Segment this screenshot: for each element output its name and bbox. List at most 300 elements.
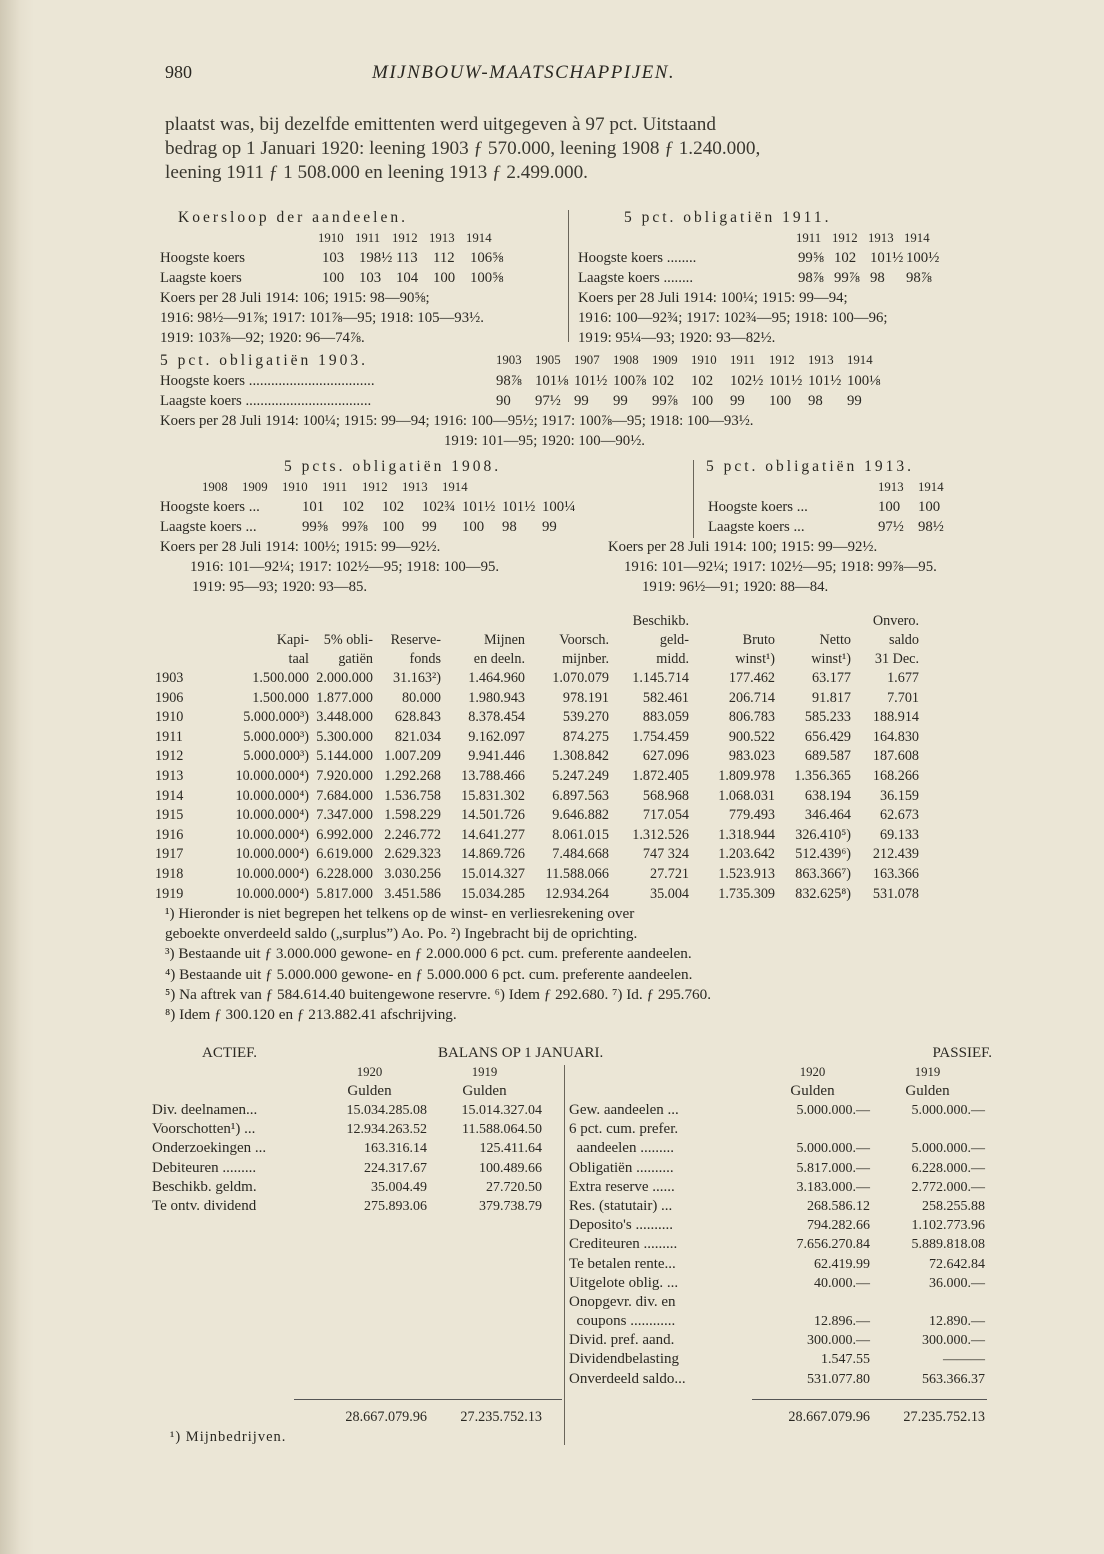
value-cell: 100⅝ — [470, 270, 504, 286]
value-cell: 379.738.79 — [479, 1198, 542, 1214]
balance-row — [152, 1120, 562, 1139]
value-cell: 2.772.000.— — [911, 1179, 985, 1195]
value-cell: 224.317.67 — [364, 1160, 427, 1176]
year-label: 1914 — [466, 231, 492, 245]
value-cell: 100 — [691, 393, 714, 409]
header-cell: mijnber. — [562, 651, 609, 667]
year-label: 1920 — [356, 1065, 383, 1079]
value-cell: 1.308.842 — [552, 748, 609, 765]
totals-row — [569, 1409, 992, 1426]
year-label: 1908 — [613, 353, 639, 367]
value-cell: 36.000.— — [929, 1275, 985, 1291]
balance-row — [569, 1139, 992, 1158]
value-cell: 5.000.000³) — [243, 709, 309, 726]
value-cell: 198½ — [359, 250, 393, 266]
header-cell: Beschikb. — [632, 613, 689, 629]
header-cell: Onvero. — [872, 613, 919, 629]
header-cell — [207, 612, 309, 631]
year-label: 1912 — [769, 353, 795, 367]
value-cell: 10.000.000⁴) — [235, 826, 309, 843]
value-cell — [870, 1293, 985, 1312]
balance-row — [152, 1159, 562, 1178]
header-cell: saldo — [889, 632, 919, 648]
header-cell: taal — [288, 651, 309, 667]
value-cell: 15.831.302 — [461, 787, 525, 804]
value-cell: 91.817 — [811, 689, 851, 706]
row-label: Onopgevr. div. en — [569, 1293, 676, 1310]
row-label: Hoogste koers ... — [708, 499, 808, 515]
value-cell: 102 — [691, 373, 714, 389]
footnote: geboekte onverdeeld saldo („surplus”) Ao. Po. ²) Ingebracht bij de oprichting. — [165, 925, 638, 943]
value-cell: 106⅝ — [470, 250, 504, 266]
balance-row — [569, 1101, 992, 1120]
value-cell: 103 — [322, 250, 345, 266]
table-row — [155, 826, 995, 846]
row-label: Deposito's .......... — [569, 1217, 673, 1234]
row-label: Te ontv. dividend — [152, 1197, 257, 1214]
table-row — [155, 767, 995, 787]
value-cell: 100½ — [906, 250, 940, 266]
table-row — [160, 248, 565, 268]
price-note: 1916: 98½—91⅞; 1917: 101⅞—95; 1918: 105—93½. — [160, 310, 484, 326]
value-cell: 268.586.12 — [807, 1198, 870, 1214]
value-cell: 7.656.270.84 — [796, 1237, 870, 1253]
table-row — [155, 845, 995, 865]
year-label: 1909 — [652, 353, 678, 367]
value-cell: 14.641.277 — [461, 826, 525, 843]
row-label: Res. (statutair) ... — [569, 1197, 673, 1214]
balance-row — [569, 1255, 992, 1274]
value-cell: 2.629.323 — [384, 846, 441, 863]
year-cell: 1903 — [155, 670, 184, 686]
header-cell: Netto — [819, 632, 851, 648]
value-cell: 97½ — [878, 519, 904, 535]
value-cell: 638.194 — [804, 787, 851, 804]
value-cell: 62.419.99 — [814, 1256, 870, 1272]
value-cell: 99 — [422, 519, 437, 535]
rule — [752, 1399, 987, 1400]
header-cell — [775, 612, 851, 631]
currency-label: Gulden — [347, 1083, 392, 1099]
value-cell: 7.684.000 — [316, 787, 373, 804]
value-cell: 14.869.726 — [461, 846, 525, 863]
table-row — [578, 268, 993, 288]
liabilities-column — [569, 1063, 992, 1389]
value-cell: 2.000.000 — [316, 670, 373, 686]
value-cell: 36.159 — [879, 787, 919, 804]
row-label: Laagste koers ... — [160, 519, 257, 535]
value-cell: 100⅞ — [613, 373, 647, 389]
year-label: 1911 — [796, 231, 822, 245]
value-cell: 15.014.327.04 — [461, 1103, 542, 1118]
price-note: 1916: 100—92¾; 1917: 102¾—95; 1918: 100—96; — [578, 310, 888, 326]
value-cell: 35.004.49 — [371, 1179, 427, 1195]
obl1908-title: 5 pcts. obligatiën 1908. — [284, 458, 502, 475]
rule — [294, 1399, 562, 1400]
value-cell: 98 — [808, 393, 823, 409]
table-row — [155, 787, 995, 807]
table-row — [155, 865, 995, 885]
price-note: Koers per 28 Juli 1914: 100½; 1915: 99—92½. — [160, 539, 441, 555]
balance-row — [569, 1293, 992, 1312]
value-cell: 99 — [730, 393, 745, 409]
row-label: Crediteuren ......... — [569, 1236, 678, 1253]
header-cell: midd. — [656, 651, 689, 667]
value-cell: 717.054 — [642, 807, 689, 824]
value-cell: 1.203.642 — [718, 846, 775, 863]
value-cell: 99 — [847, 393, 862, 409]
value-cell: 7.920.000 — [316, 767, 373, 784]
value-cell: 188.914 — [872, 709, 919, 726]
row-label: Laagste koers ... — [708, 519, 805, 535]
page-number: 980 — [165, 62, 192, 82]
value-cell: 72.642.84 — [929, 1256, 985, 1272]
year-label: 1909 — [242, 480, 268, 494]
balance-row — [569, 1235, 992, 1254]
intro-line: bedrag op 1 Januari 1920: leening 1903 ƒ 570.000, leening 1908 ƒ 1.240.000, — [165, 138, 761, 159]
value-cell: 112 — [433, 250, 455, 266]
value-cell: 863.366⁷) — [795, 865, 851, 882]
asset-list — [152, 1101, 562, 1216]
value-cell: 163.366 — [872, 865, 919, 882]
value-cell: 102½ — [730, 373, 764, 389]
liability-list — [569, 1101, 992, 1389]
year-cell: 1911 — [155, 728, 183, 745]
header-cell — [155, 612, 207, 631]
value-cell: 100 — [878, 499, 901, 515]
year-row — [152, 1063, 562, 1082]
value-cell: 27.720.50 — [486, 1179, 542, 1195]
value-cell: 628.843 — [394, 709, 441, 726]
balance-title-row — [152, 1043, 992, 1063]
table-row — [155, 708, 995, 728]
value-cell: 1.356.365 — [794, 767, 851, 784]
value-cell: 5.817.000 — [316, 885, 373, 902]
balance-row — [152, 1101, 562, 1120]
value-cell: 163.316.14 — [364, 1141, 427, 1157]
balance-row — [569, 1370, 992, 1389]
row-label: Debiteuren ......... — [152, 1159, 257, 1176]
footnotes — [165, 904, 987, 1025]
price-note: 1916: 101—92¼; 1917: 102½—95; 1918: 99⅞—95. — [624, 559, 937, 575]
value-cell: 531.078 — [872, 885, 919, 902]
year-label: 1913 — [402, 480, 428, 494]
value-cell: 168.266 — [872, 767, 919, 784]
price-note: 1919: 96½—91; 1920: 88—84. — [642, 579, 829, 595]
table-row — [155, 747, 995, 767]
table-row — [155, 689, 995, 709]
value-cell: 11.588.064.50 — [462, 1122, 542, 1138]
table-row — [608, 517, 998, 537]
value-cell: 1.312.526 — [632, 826, 689, 843]
total-value: 28.667.079.96 — [788, 1409, 870, 1425]
value-cell: 1.754.459 — [632, 728, 689, 745]
value-cell: 6.897.563 — [552, 787, 609, 804]
value-cell: 11.588.066 — [545, 865, 609, 882]
balance-row — [569, 1178, 992, 1197]
year-label: 1913 — [878, 480, 904, 494]
price-note: Koers per 28 Juli 1914: 100¼; 1915: 99—94; — [578, 290, 848, 306]
value-cell: 1.877.000 — [316, 689, 373, 706]
value-cell: 1.523.913 — [718, 865, 775, 882]
value-cell: 8.378.454 — [468, 709, 525, 726]
table-header-row — [155, 612, 995, 631]
value-cell: 15.014.327 — [461, 865, 525, 882]
value-cell: 346.464 — [804, 807, 851, 824]
obl1913-years — [608, 477, 998, 497]
value-cell: 832.625⁸) — [795, 885, 851, 902]
year-label: 1914 — [442, 480, 468, 494]
total-value: 27.235.752.13 — [460, 1409, 542, 1425]
obl1913-title: 5 pct. obligatiën 1913. — [706, 458, 915, 475]
currency-label: Gulden — [462, 1083, 507, 1099]
table-row — [155, 728, 995, 748]
value-cell: 7.484.668 — [552, 846, 609, 863]
value-cell: 5.000.000³) — [243, 748, 309, 765]
value-cell: 177.462 — [728, 670, 775, 686]
value-cell: 1.464.960 — [468, 670, 525, 686]
year-label: 1913 — [808, 353, 834, 367]
value-cell: 103 — [359, 270, 382, 286]
year-label: 1912 — [392, 231, 418, 245]
table-row — [608, 497, 998, 517]
row-label: Hoogste koers — [160, 250, 246, 266]
price-note: Koers per 28 Juli 1914: 106; 1915: 98—90⅝; — [160, 290, 430, 306]
value-cell: 2.246.772 — [384, 826, 441, 843]
value-cell: 12.890.— — [929, 1314, 985, 1330]
value-cell: 1.809.978 — [718, 767, 775, 784]
value-cell: 100 — [433, 270, 456, 286]
value-cell: 585.233 — [804, 709, 851, 726]
year-label: 1911 — [730, 353, 756, 367]
year-cell: 1917 — [155, 846, 184, 863]
table-row — [160, 268, 565, 288]
value-cell: 101⅛ — [535, 373, 569, 389]
value-cell: 563.366.37 — [922, 1371, 985, 1387]
column-divider — [568, 210, 569, 342]
value-cell: 102 — [342, 499, 365, 515]
year-cell: 1915 — [155, 807, 184, 824]
balance-row — [152, 1178, 562, 1197]
value-cell: 31.163²) — [393, 670, 441, 686]
value-cell: 104 — [396, 270, 419, 286]
value-cell: 35.004 — [649, 885, 689, 902]
balance-row — [569, 1350, 992, 1369]
balance-row — [152, 1139, 562, 1158]
value-cell: 99⅞ — [652, 393, 678, 409]
value-cell: 5.000.000³) — [243, 728, 309, 745]
header-cell: Voorsch. — [559, 632, 609, 648]
value-cell: 100 — [769, 393, 792, 409]
value-cell: 10.000.000⁴) — [235, 846, 309, 863]
value-cell: 80.000 — [401, 689, 441, 706]
row-label: Hoogste koers .................................. — [160, 373, 375, 389]
value-cell: 125.411.64 — [479, 1141, 542, 1157]
value-cell: 5.000.000.— — [796, 1141, 870, 1157]
balance-row — [569, 1274, 992, 1293]
value-cell: 187.608 — [872, 748, 919, 765]
balance-row — [569, 1120, 992, 1139]
value-cell: 9.162.097 — [468, 728, 525, 745]
value-cell: 10.000.000⁴) — [235, 787, 309, 804]
value-cell: 1.318.944 — [718, 826, 775, 843]
value-cell: 99 — [574, 393, 589, 409]
totals-row — [152, 1409, 562, 1426]
value-cell: 326.410⁵) — [795, 826, 851, 843]
value-cell: 275.893.06 — [364, 1198, 427, 1214]
value-cell: 8.061.015 — [552, 826, 609, 843]
currency-label: Gulden — [905, 1083, 950, 1099]
value-cell: 689.587 — [804, 748, 851, 765]
value-cell: 1.547.55 — [821, 1352, 870, 1368]
price-note: 1919: 95—93; 1920: 93—85. — [192, 579, 368, 595]
value-cell: 100¼ — [542, 499, 576, 515]
value-cell: 1.872.405 — [632, 767, 689, 784]
value-cell: 15.034.285 — [461, 885, 525, 902]
value-cell: 98 — [870, 270, 885, 286]
row-label: coupons ............ — [569, 1313, 676, 1330]
value-cell: 806.783 — [728, 709, 775, 726]
table-row — [578, 248, 993, 268]
price-note: 1919: 103⅞—92; 1920: 96—74⅞. — [160, 330, 365, 346]
value-cell: 9.941.446 — [468, 748, 525, 765]
value-cell: 102 — [652, 373, 675, 389]
table-row — [155, 885, 995, 905]
header-cell: winst¹) — [811, 651, 851, 667]
year-label: 1908 — [202, 480, 228, 494]
header-cell: geld- — [659, 632, 689, 648]
footnote: ⁴) Bestaande uit ƒ 5.000.000 gewone- en ƒ 5.000.000 6 pct. cum. preferente aandeelen. — [165, 965, 693, 983]
value-cell: 62.673 — [879, 807, 919, 824]
balance-row — [569, 1312, 992, 1331]
year-label: 1912 — [832, 231, 858, 245]
value-cell: 10.000.000⁴) — [235, 865, 309, 882]
value-cell: 5.817.000.— — [796, 1160, 870, 1176]
value-cell: 101½ — [574, 373, 608, 389]
value-cell: 983.023 — [728, 748, 775, 765]
year-row — [569, 1063, 992, 1082]
value-cell: 14.501.726 — [461, 807, 525, 824]
value-cell: 1.980.943 — [468, 689, 525, 706]
balance-title: BALANS OP 1 JANUARI. — [438, 1045, 604, 1061]
row-label: Te betalen rente... — [569, 1255, 676, 1272]
column-divider — [564, 1065, 565, 1445]
value-cell: 5.247.249 — [552, 767, 609, 784]
value-cell: 102¾ — [422, 499, 456, 515]
total-value: 27.235.752.13 — [903, 1409, 985, 1425]
header-cell: Kapi- — [276, 632, 309, 648]
value-cell: 1.292.268 — [384, 767, 441, 784]
obl1903-block — [160, 350, 990, 451]
value-cell: 5.300.000 — [316, 728, 373, 745]
row-label: Onderzoekingen ... — [152, 1140, 267, 1157]
table-header-row — [155, 650, 995, 669]
value-cell: 100 — [462, 519, 485, 535]
row-label: Hoogste koers ........ — [578, 250, 697, 266]
value-cell: 99⅞ — [834, 270, 860, 286]
table-row — [160, 391, 990, 411]
row-label: 6 pct. cum. prefer. — [569, 1121, 679, 1138]
value-cell: 531.077.80 — [807, 1371, 870, 1387]
row-label: Dividendbelasting — [569, 1351, 679, 1368]
header-cell: Bruto — [742, 632, 775, 648]
year-cell: 1910 — [155, 709, 184, 726]
obl1911-years — [578, 228, 993, 248]
obl1911-block — [578, 208, 993, 348]
value-cell: ——— — [943, 1352, 985, 1368]
value-cell: 779.493 — [728, 807, 775, 824]
row-label: Extra reserve ...... — [569, 1178, 675, 1195]
value-cell: 9.646.882 — [552, 807, 609, 824]
value-cell: 300.000.— — [922, 1333, 985, 1349]
price-note: 1919: 95¼—93; 1920: 93—82½. — [578, 330, 776, 346]
value-cell: 7.347.000 — [316, 807, 373, 824]
row-label: Div. deelnamen... — [152, 1102, 258, 1118]
value-cell: 6.992.000 — [316, 826, 373, 843]
table-row — [160, 371, 990, 391]
header-cell — [375, 612, 441, 631]
header-cell: 31 Dec. — [874, 651, 919, 667]
year-label: 1920 — [799, 1065, 826, 1079]
value-cell: 1.007.209 — [384, 748, 441, 765]
passief-label: PASSIEF. — [932, 1045, 992, 1061]
table-row — [155, 669, 995, 689]
footnote: ⁸) Idem ƒ 300.120 en ƒ 213.882.41 afschrijving. — [165, 1006, 457, 1024]
value-cell: 5.000.000.— — [911, 1141, 985, 1157]
value-cell — [755, 1120, 870, 1139]
intro-line: leening 1911 ƒ 1 508.000 en leening 1913 ƒ 2.499.000. — [165, 162, 588, 183]
row-label: Hoogste koers ... — [160, 499, 260, 515]
year-label: 1907 — [574, 353, 600, 367]
row-label: aandeelen ......... — [569, 1140, 674, 1157]
value-cell — [870, 1120, 985, 1139]
header-cell — [689, 612, 775, 631]
value-cell: 10.000.000⁴) — [235, 807, 309, 824]
value-cell: 5.144.000 — [316, 748, 373, 765]
year-cell: 1919 — [155, 885, 184, 902]
value-cell: 27.721 — [649, 865, 689, 882]
value-cell: 98⅞ — [496, 373, 522, 389]
value-cell: 101 — [302, 499, 325, 515]
value-cell: 978.191 — [562, 689, 609, 706]
value-cell: 568.968 — [642, 787, 689, 804]
obl1913-block — [608, 457, 998, 597]
value-cell: 101½ — [462, 499, 496, 515]
value-cell: 6.228.000.— — [911, 1160, 985, 1176]
value-cell: 539.270 — [562, 709, 609, 726]
value-cell: 3.451.586 — [384, 885, 441, 902]
header-cell — [155, 650, 207, 669]
currency-row — [569, 1082, 992, 1101]
value-cell: 6.619.000 — [316, 846, 373, 863]
year-label: 1913 — [429, 231, 455, 245]
year-label: 1914 — [918, 480, 944, 494]
total-value: 28.667.079.96 — [345, 1409, 427, 1425]
value-cell: 98⅞ — [798, 270, 824, 286]
year-cell: 1913 — [155, 767, 184, 784]
price-note: 1919: 101—95; 1920: 100—90½. — [444, 433, 645, 449]
value-cell: 12.896.— — [814, 1314, 870, 1330]
value-cell: 12.934.263.52 — [346, 1122, 427, 1138]
value-cell: 3.183.000.— — [796, 1179, 870, 1195]
header-cell: en deeln. — [473, 651, 525, 667]
balance-sheet — [152, 1043, 992, 1445]
balance-row — [569, 1197, 992, 1216]
value-cell: 627.096 — [642, 748, 689, 765]
value-cell: 98⅞ — [906, 270, 932, 286]
header-cell: Mijnen — [484, 632, 525, 648]
header-cell — [525, 612, 609, 631]
